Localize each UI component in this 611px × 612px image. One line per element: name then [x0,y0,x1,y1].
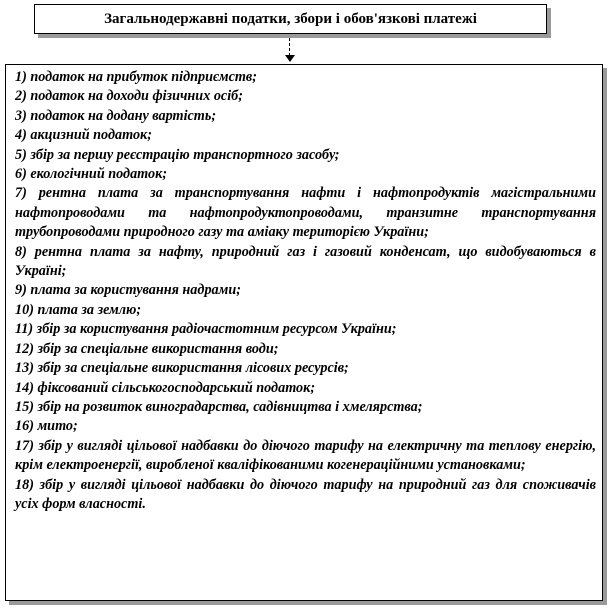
diagram-title: Загальнодержавні податки, збори і обов'язкові платежі [104,10,477,27]
list-item: 8) рентна плата за нафту, природний газ і газовий конденсат, що видобуваються в Україні; [15,243,596,280]
arrow-down-icon [285,55,295,62]
list-item: 10) плата за землю; [15,301,142,318]
list-item: 15) збір на розвиток виноградарства, садівництва і хмелярства; [15,398,423,415]
list-item: 1) податок на прибуток підприємств; [15,69,257,85]
list-item: 3) податок на додану вартість; [15,107,217,124]
list-item: 5) збір за першу реєстрацію транспортного засобу; [15,146,340,163]
list-item: 14) фіксований сільськогосподарський податок; [15,379,316,396]
list-item: 17) збір у вигляді цільової надбавки до діючого тарифу на електричну та теплову енергію, крім електроенергії, виробленої кваліфікованими когенераційними установками; [15,437,596,474]
list-item: 4) акцизний податок; [15,127,152,144]
list-item: 7) рентна плата за транспортування нафти і нафтопродуктів магістральними нафтопроводами та нафтопродуктопроводами, транзитне транспортування трубопроводами природного газу та аміаку територією України; [15,185,596,241]
list-item: 12) збір за спеціальне використання води; [15,340,279,357]
list-item: 2) податок на доходи фізичних осіб; [15,88,243,105]
connector-line [289,38,290,56]
list-item: 11) збір за користування радіочастотним ресурсом України; [15,321,397,338]
list-item: 6) екологічний податок; [15,166,168,183]
list-item: 16) мито; [15,418,78,435]
list-item: 9) плата за користування надрами; [15,282,241,299]
list-item: 18) збір у вигляді цільової надбавки до діючого тарифу на природний газ для споживачів усіх форм власності. [15,476,596,512]
tax-list-box [5,64,603,601]
diagram-title-box [34,4,547,34]
list-item: 13) збір за спеціальне використання лісових ресурсів; [15,360,349,377]
